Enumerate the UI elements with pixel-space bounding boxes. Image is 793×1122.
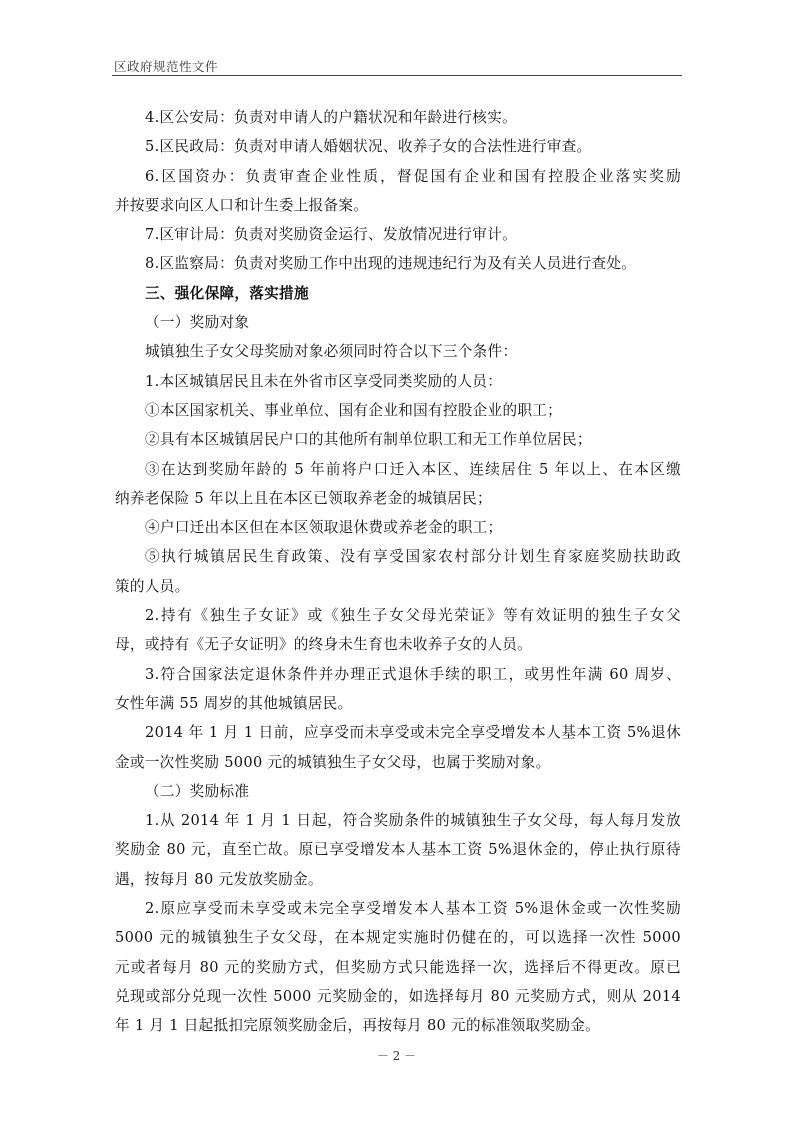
text-line: 母，或持有《无子女证明》的终身未生育也未收养子女的人员。 [115, 636, 533, 654]
text-line: 金或一次性奖励 5000 元的城镇独生子女父母，也属于奖励对象。 [115, 753, 551, 771]
text-line: 纳养老保险 5 年以上且在本区已领取养老金的城镇居民； [115, 489, 492, 507]
text-line: ①本区国家机关、事业单位、国有企业和国有控股企业的职工； [145, 401, 563, 419]
text-line: 年 1 月 1 日起抵扣完原领奖励金后，再按每月 80 元的标准领取奖励金。 [115, 1017, 601, 1035]
text-line: 2.持有《独生子女证》或《独生子女父母光荣证》等有效证明的独生子女父 [145, 607, 681, 625]
text-line: 1.从 2014 年 1 月 1 日起，符合奖励条件的城镇独生子女父母，每人每月发放 [145, 812, 681, 830]
text-line: 并按要求向区人口和计生委上报备案。 [115, 196, 369, 214]
text-line: 1.本区城镇居民且未在外省市区享受同类奖励的人员： [145, 372, 503, 390]
text-line: ④户口迁出本区但在本区领取退休费或养老金的职工； [145, 519, 503, 537]
document-header: 区政府规范性文件 [114, 59, 219, 74]
text-line: 7.区审计局：负责对奖励资金运行、发放情况进行审计。 [145, 226, 517, 244]
text-line: 城镇独生子女父母奖励对象必须同时符合以下三个条件： [145, 343, 518, 361]
text-line: ③在达到奖励年龄的 5 年前将户口迁入本区、连续居住 5 年以上、在本区缴 [145, 460, 681, 478]
document-body [115, 103, 681, 1041]
text-line: 2.原应享受而未享受或未完全享受增发本人基本工资 5%退休金或一次性奖励 [145, 900, 681, 918]
text-line: 遇，按每月 80 元发放奖励金。 [115, 870, 323, 888]
text-line: （二）奖励标准 [145, 782, 250, 800]
text-line: ②具有本区城镇居民户口的其他所有制单位职工和无工作单位居民； [145, 431, 592, 449]
text-line: 策的人员。 [115, 577, 190, 595]
section-heading: 三、强化保障，落实措施 [145, 284, 309, 302]
text-line: 3.符合国家法定退休条件并办理正式退休手续的职工，或男性年满 60 周岁、 [145, 665, 681, 683]
text-line: 4.区公安局：负责对申请人的户籍状况和年龄进行核实。 [145, 109, 517, 126]
text-line: 女性年满 55 周岁的其他城镇居民。 [115, 694, 353, 712]
page-number: － 2 － [376, 1049, 417, 1063]
text-line: 2014 年 1 月 1 日前，应享受而未享受或未完全享受增发本人基本工资 5%退休 [145, 724, 681, 742]
text-line: （一）奖励对象 [145, 314, 250, 332]
text-line: 8.区监察局：负责对奖励工作中出现的违规违纪行为及有关人员进行查处。 [145, 255, 637, 273]
text-line: ⑤执行城镇居民生育政策、没有享受国家农村部分计划生育家庭奖励扶助政 [145, 548, 681, 566]
header-divider [112, 75, 682, 76]
text-line: 5000 元的城镇独生子女父母，在本规定实施时仍健在的，可以选择一次性 5000 [115, 929, 681, 947]
text-line: 元或者每月 80 元的奖励方式，但奖励方式只能选择一次，选择后不得更改。原已 [115, 958, 681, 976]
text-line: 兑现或部分兑现一次性 5000 元奖励金的，如选择每月 80 元奖励方式，则从 2014 [115, 987, 681, 1005]
text-line: 6.区国资办：负责审查企业性质，督促国有企业和国有控股企业落实奖励 [145, 167, 681, 185]
text-line: 5.区民政局：负责对申请人婚姻状况、收养子女的合法性进行审查。 [145, 138, 592, 156]
text-line: 奖励金 80 元，直至亡故。原已享受增发本人基本工资 5%退休金的，停止执行原待 [115, 841, 681, 859]
